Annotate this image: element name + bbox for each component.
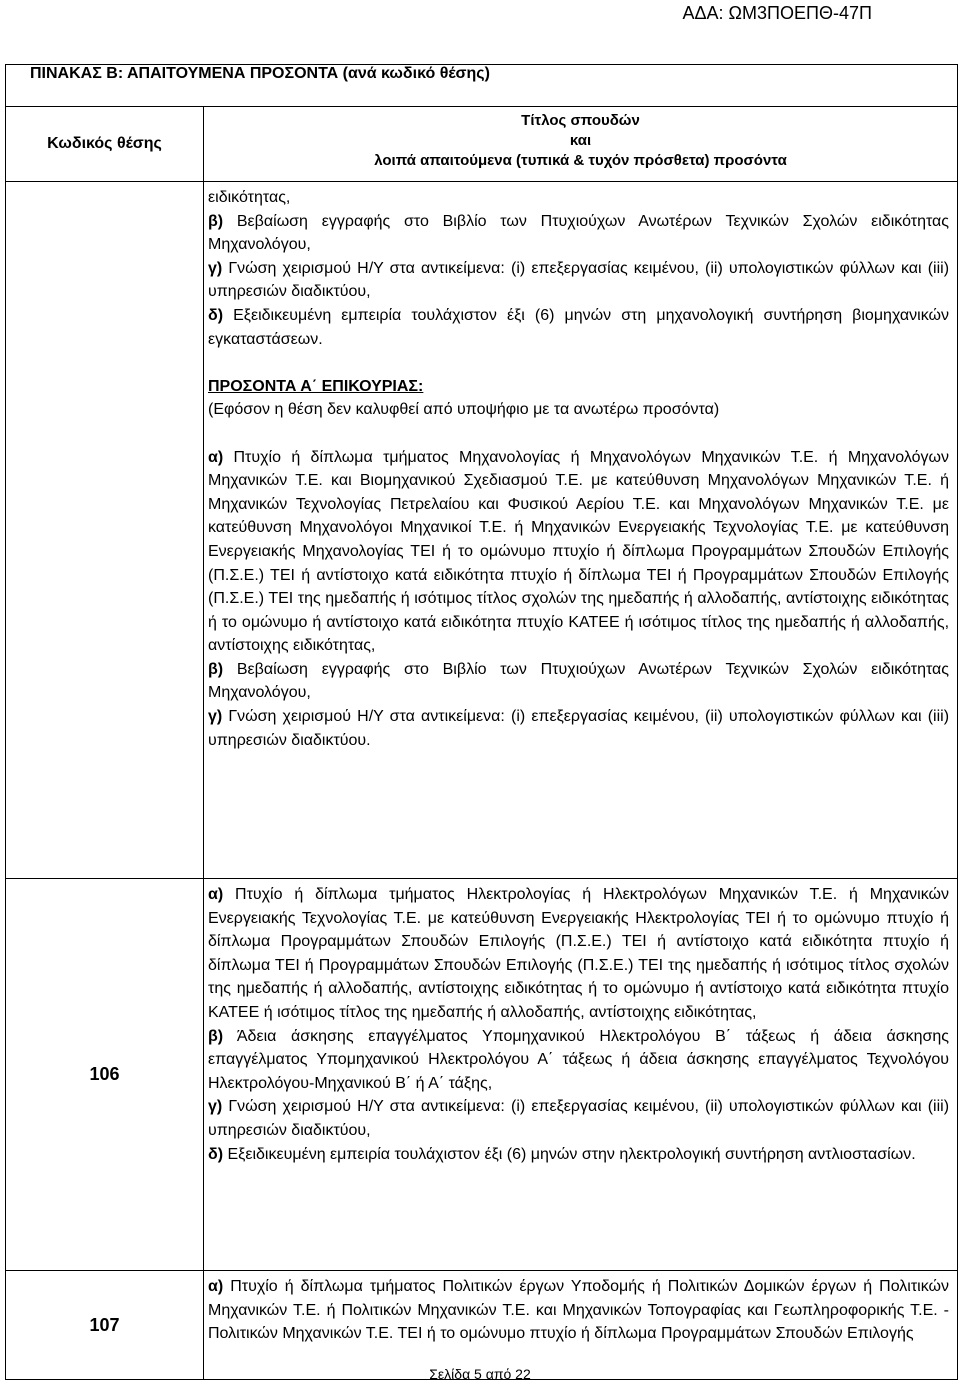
qual-item: δ) Εξειδικευμένη εμπειρία τουλάχιστον έξι (6) μηνών στην ηλεκτρολογική συντήρηση αντλιοστασίων. xyxy=(208,1145,916,1163)
qual-item: β) Βεβαίωση εγγραφής στο Βιβλίο των Πτυχιούχων Ανωτέρων Τεχνικών Σχολών ειδικότητας Μηχανολόγου, xyxy=(208,660,950,702)
qual-item: α) Πτυχίο ή δίπλωμα τμήματος Πολιτικών έργων Υποδομής ή Πολιτικών Δομικών έργων ή Πολιτικών Μηχανικών Τ.Ε. ή Πολιτικών Μηχανικών Τ.Ε. και Μηχανικών Τοπογραφίας και Γεωπληροφορικής Τ.Ε. - Πολιτικών Μηχανικών Τ.Ε. ΤΕΙ ή το ομώνυμο πτυχίο ή δίπλωμα Προγραμμάτων Σπουδών Επιλογής xyxy=(208,1278,950,1343)
ada-code: ΑΔΑ: ΩΜ3ΠΟΕΠΘ-47Π xyxy=(682,3,872,23)
subsidiary-heading: ΠΡΟΣΟΝΤΑ Α΄ ΕΠΙΚΟΥΡΙΑΣ: xyxy=(208,377,424,395)
position-code xyxy=(6,182,204,879)
qualifications-cell xyxy=(204,1271,958,1380)
qual-item: γ) Γνώση χειρισμού Η/Υ στα αντικείμενα: (i) επεξεργασίας κειμένου, (ii) υπολογιστικών φύλλων και (iii) υπηρεσιών διαδικτύου. xyxy=(208,708,950,749)
position-code: 106 xyxy=(6,879,204,1271)
position-code: 107 xyxy=(6,1271,204,1380)
qual-item: α) Πτυχίο ή δίπλωμα τμήματος Μηχανολογίας ή Μηχανολόγων Μηχανικών Τ.Ε. ή Μηχανολόγων Μηχανικών Τ.Ε. και Βιομηχανικού Σχεδιασμού Τ.Ε. με κατεύθυνση Μηχανολόγων Μηχανικών Τ.Ε. ή Μηχανικών Τεχνολογίας Πετρελαίου και Φυσικού Αερίου Τ.Ε. και Μηχανολόγων Μηχανικών Τ.Ε. με κατεύθυνση Μηχανολόγοι Μηχανικοί Τ.Ε. ή Μηχανικών Ενεργειακής Τεχνολογίας Τ.Ε. με κατεύθυνση Ενεργειακής Μηχανολογίας ΤΕΙ ή το ομώνυμο πτυχίο ή δίπλωμα Προγραμμάτων Σπουδών Επιλογής (Π.Σ.Ε.) ΤΕΙ ή αντίστοιχο κατά ειδικότητα πτυχίο ή δίπλωμα ΤΕΙ ή Προγραμμάτων Σπουδών Επιλογής (Π.Σ.Ε.) ΤΕΙ της ημεδαπής ή ισότιμος τίτλος σχολών της ημεδαπής ή αλλοδαπής, αντίστοιχης ειδικότητας ή το ομώνυμο ή αντίστοιχο κατά ειδικότητα πτυχίο ΚΑΤΕΕ ή ισότιμος τίτλος της ημεδαπής ή αλλοδαπής, αντίστοιχης ειδικότητας, xyxy=(208,448,950,655)
table-title: ΠΙΝΑΚΑΣ Β: ΑΠΑΙΤΟΥΜΕΝΑ ΠΡΟΣΟΝΤΑ (ανά κωδικό θέσης) xyxy=(6,65,958,107)
table-header-row xyxy=(6,107,958,182)
qual-item: α) Πτυχίο ή δίπλωμα τμήματος Ηλεκτρολογίας ή Ηλεκτρολόγων Μηχανικών Τ.Ε. ή Μηχανικών Ενεργειακής Τεχνολογίας Τ.Ε. με κατεύθυνση Ενεργειακής Ηλεκτρολογίας ΤΕΙ ή το ομώνυμο πτυχίο ή δίπλωμα Προγραμμάτων Σπουδών Επιλογής (Π.Σ.Ε.) ΤΕΙ ή αντίστοιχο κατά ειδικότητα πτυχίο ή δίπλωμα ΤΕΙ ή Προγραμμάτων Σπουδών Επιλογής (Π.Σ.Ε.) ΤΕΙ της ημεδαπής ή ισότιμος τίτλος σχολών της ημεδαπής ή αλλοδαπής, αντίστοιχης ειδικότητας ή το ομώνυμο ή αντίστοιχο κατά ειδικότητα πτυχίο ΚΑΤΕΕ ή ισότιμος τίτλος της ημεδαπής ή αλλοδαπής, αντίστοιχης ειδικότητας, xyxy=(208,886,950,1021)
col-header-line: Τίτλος σπουδών xyxy=(521,112,640,129)
qual-item: ειδικότητας, xyxy=(208,189,291,206)
table-row xyxy=(6,879,958,1271)
qual-item: γ) Γνώση χειρισμού Η/Υ στα αντικείμενα: (i) επεξεργασίας κειμένου, (ii) υπολογιστικών φύλλων και (iii) υπηρεσιών διαδικτύου, xyxy=(208,1098,950,1139)
col-header-qualifications xyxy=(204,107,958,182)
col-header-line: και xyxy=(569,132,592,149)
col-header-code: Κωδικός θέσης xyxy=(6,107,204,182)
qualifications-cell xyxy=(204,879,958,1271)
qual-item: β) Άδεια άσκησης επαγγέλματος Υπομηχανικού Ηλεκτρολόγου Β΄ τάξεως ή άδεια άσκησης επαγγέλματος Υπομηχανικού Ηλεκτρολόγου Α΄ τάξεως ή άδεια άσκησης επαγγέλματος Τεχνολόγου Ηλεκτρολόγου-Μηχανικού Β΄ ή Α΄ τάξης, xyxy=(208,1027,950,1092)
qualifications-cell xyxy=(204,182,958,879)
table-row xyxy=(6,1271,958,1380)
qual-item: γ) Γνώση χειρισμού Η/Υ στα αντικείμενα: (i) επεξεργασίας κειμένου, (ii) υπολογιστικών φύλλων και (iii) υπηρεσιών διαδικτύου, xyxy=(208,259,950,301)
qual-item: β) Βεβαίωση εγγραφής στο Βιβλίο των Πτυχιούχων Ανωτέρων Τεχνικών Σχολών ειδικότητας Μηχανολόγου, xyxy=(208,212,950,254)
page-footer: Σελίδα 5 από 22 xyxy=(429,1366,531,1382)
col-header-line: λοιπά απαιτούμενα (τυπικά & τυχόν πρόσθετα) προσόντα xyxy=(374,152,787,169)
qual-item: δ) Εξειδικευμένη εμπειρία τουλάχιστον έξι (6) μηνών στη μηχανολογική συντήρηση βιομηχανικών εγκαταστάσεων. xyxy=(208,306,950,348)
table-row xyxy=(6,182,958,879)
requirements-table xyxy=(5,64,958,1380)
table-title-row xyxy=(6,65,958,107)
subsidiary-note: (Εφόσον η θέση δεν καλυφθεί από υποψήφιο με τα ανωτέρω προσόντα) xyxy=(208,401,720,419)
